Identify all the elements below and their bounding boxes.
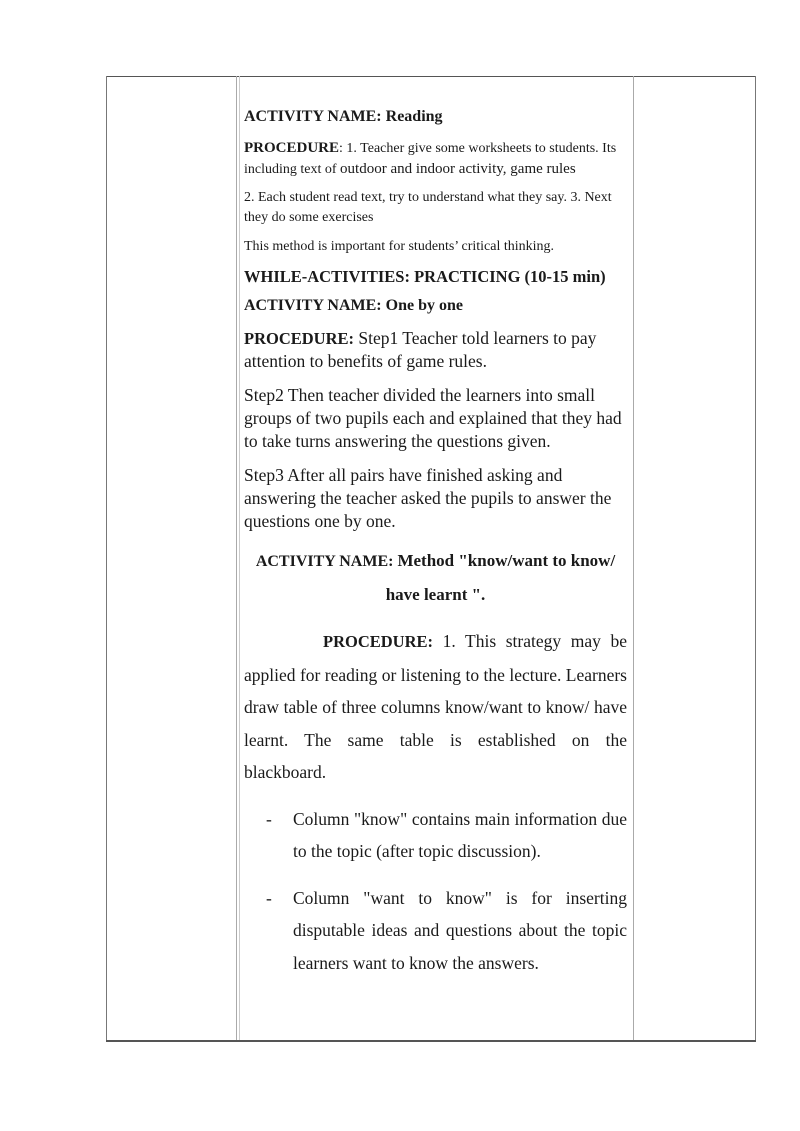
one-by-one-step3: Step3 After all pairs have finished asking and answering the teacher asked the pupils to answer the questions one by one. (244, 465, 612, 531)
reading-note: This method is important for students’ critical thinking. (244, 239, 555, 254)
procedure-text-b: outdoor and indoor activity, game rules (340, 161, 576, 177)
lesson-content-cell (244, 104, 627, 993)
activity-prefix: ACTIVITY NAME: (255, 553, 398, 570)
table-left-border (106, 76, 107, 1042)
column-divider-1-inner (239, 76, 240, 1042)
column-divider-1 (236, 76, 237, 1042)
procedure-label: PROCEDURE: (323, 632, 433, 651)
bullet-text: Column "know" contains main information due to the topic (after topic discussion). (293, 808, 627, 861)
while-activities-heading: WHILE-ACTIVITIES: PRACTICING (10-15 min) (244, 267, 606, 286)
procedure-label: PROCEDURE (244, 140, 340, 156)
kwl-procedure (244, 625, 627, 789)
column-divider-2 (633, 76, 634, 1042)
procedure-text-a: : 1. Teacher give some worksheets to students. Its including text of (244, 141, 617, 177)
bullet-marker: - (266, 808, 272, 829)
procedure-text: 1. This strategy may be applied for reading or listening to the lecture. Learners draw table of three columns know/want to know/ have learnt. The same table is established on the blackboard. (244, 631, 627, 782)
bullet-marker: - (266, 887, 272, 908)
procedure-label: PROCEDURE: (244, 329, 354, 348)
activity-name-kwl (244, 544, 627, 611)
reading-procedure (244, 138, 627, 180)
one-by-one-step2: Step2 Then teacher divided the learners into small groups of two pupils each and explained that they had to take turns answering the questions given. (244, 385, 622, 451)
list-item (244, 882, 627, 980)
table-top-border (106, 76, 756, 77)
activity-title: Method "know/want to know/ have learnt ". (385, 551, 616, 604)
activity-name-reading: ACTIVITY NAME: Reading (244, 108, 443, 125)
step1-text: Step1 Teacher told learners to pay attention to benefits of game rules. (244, 328, 597, 371)
reading-steps: 2. Each student read text, try to understand what they say. 3. Next they do some exercises (244, 190, 612, 225)
one-by-one-step1 (244, 327, 627, 373)
list-item (244, 803, 627, 868)
table-right-border (755, 76, 756, 1042)
table-bottom-border (106, 1040, 756, 1042)
bullet-text: Column "want to know" is for inserting disputable ideas and questions about the topic learners want to know the answers. (293, 887, 627, 973)
activity-name-one-by-one: ACTIVITY NAME: One by one (244, 297, 463, 314)
